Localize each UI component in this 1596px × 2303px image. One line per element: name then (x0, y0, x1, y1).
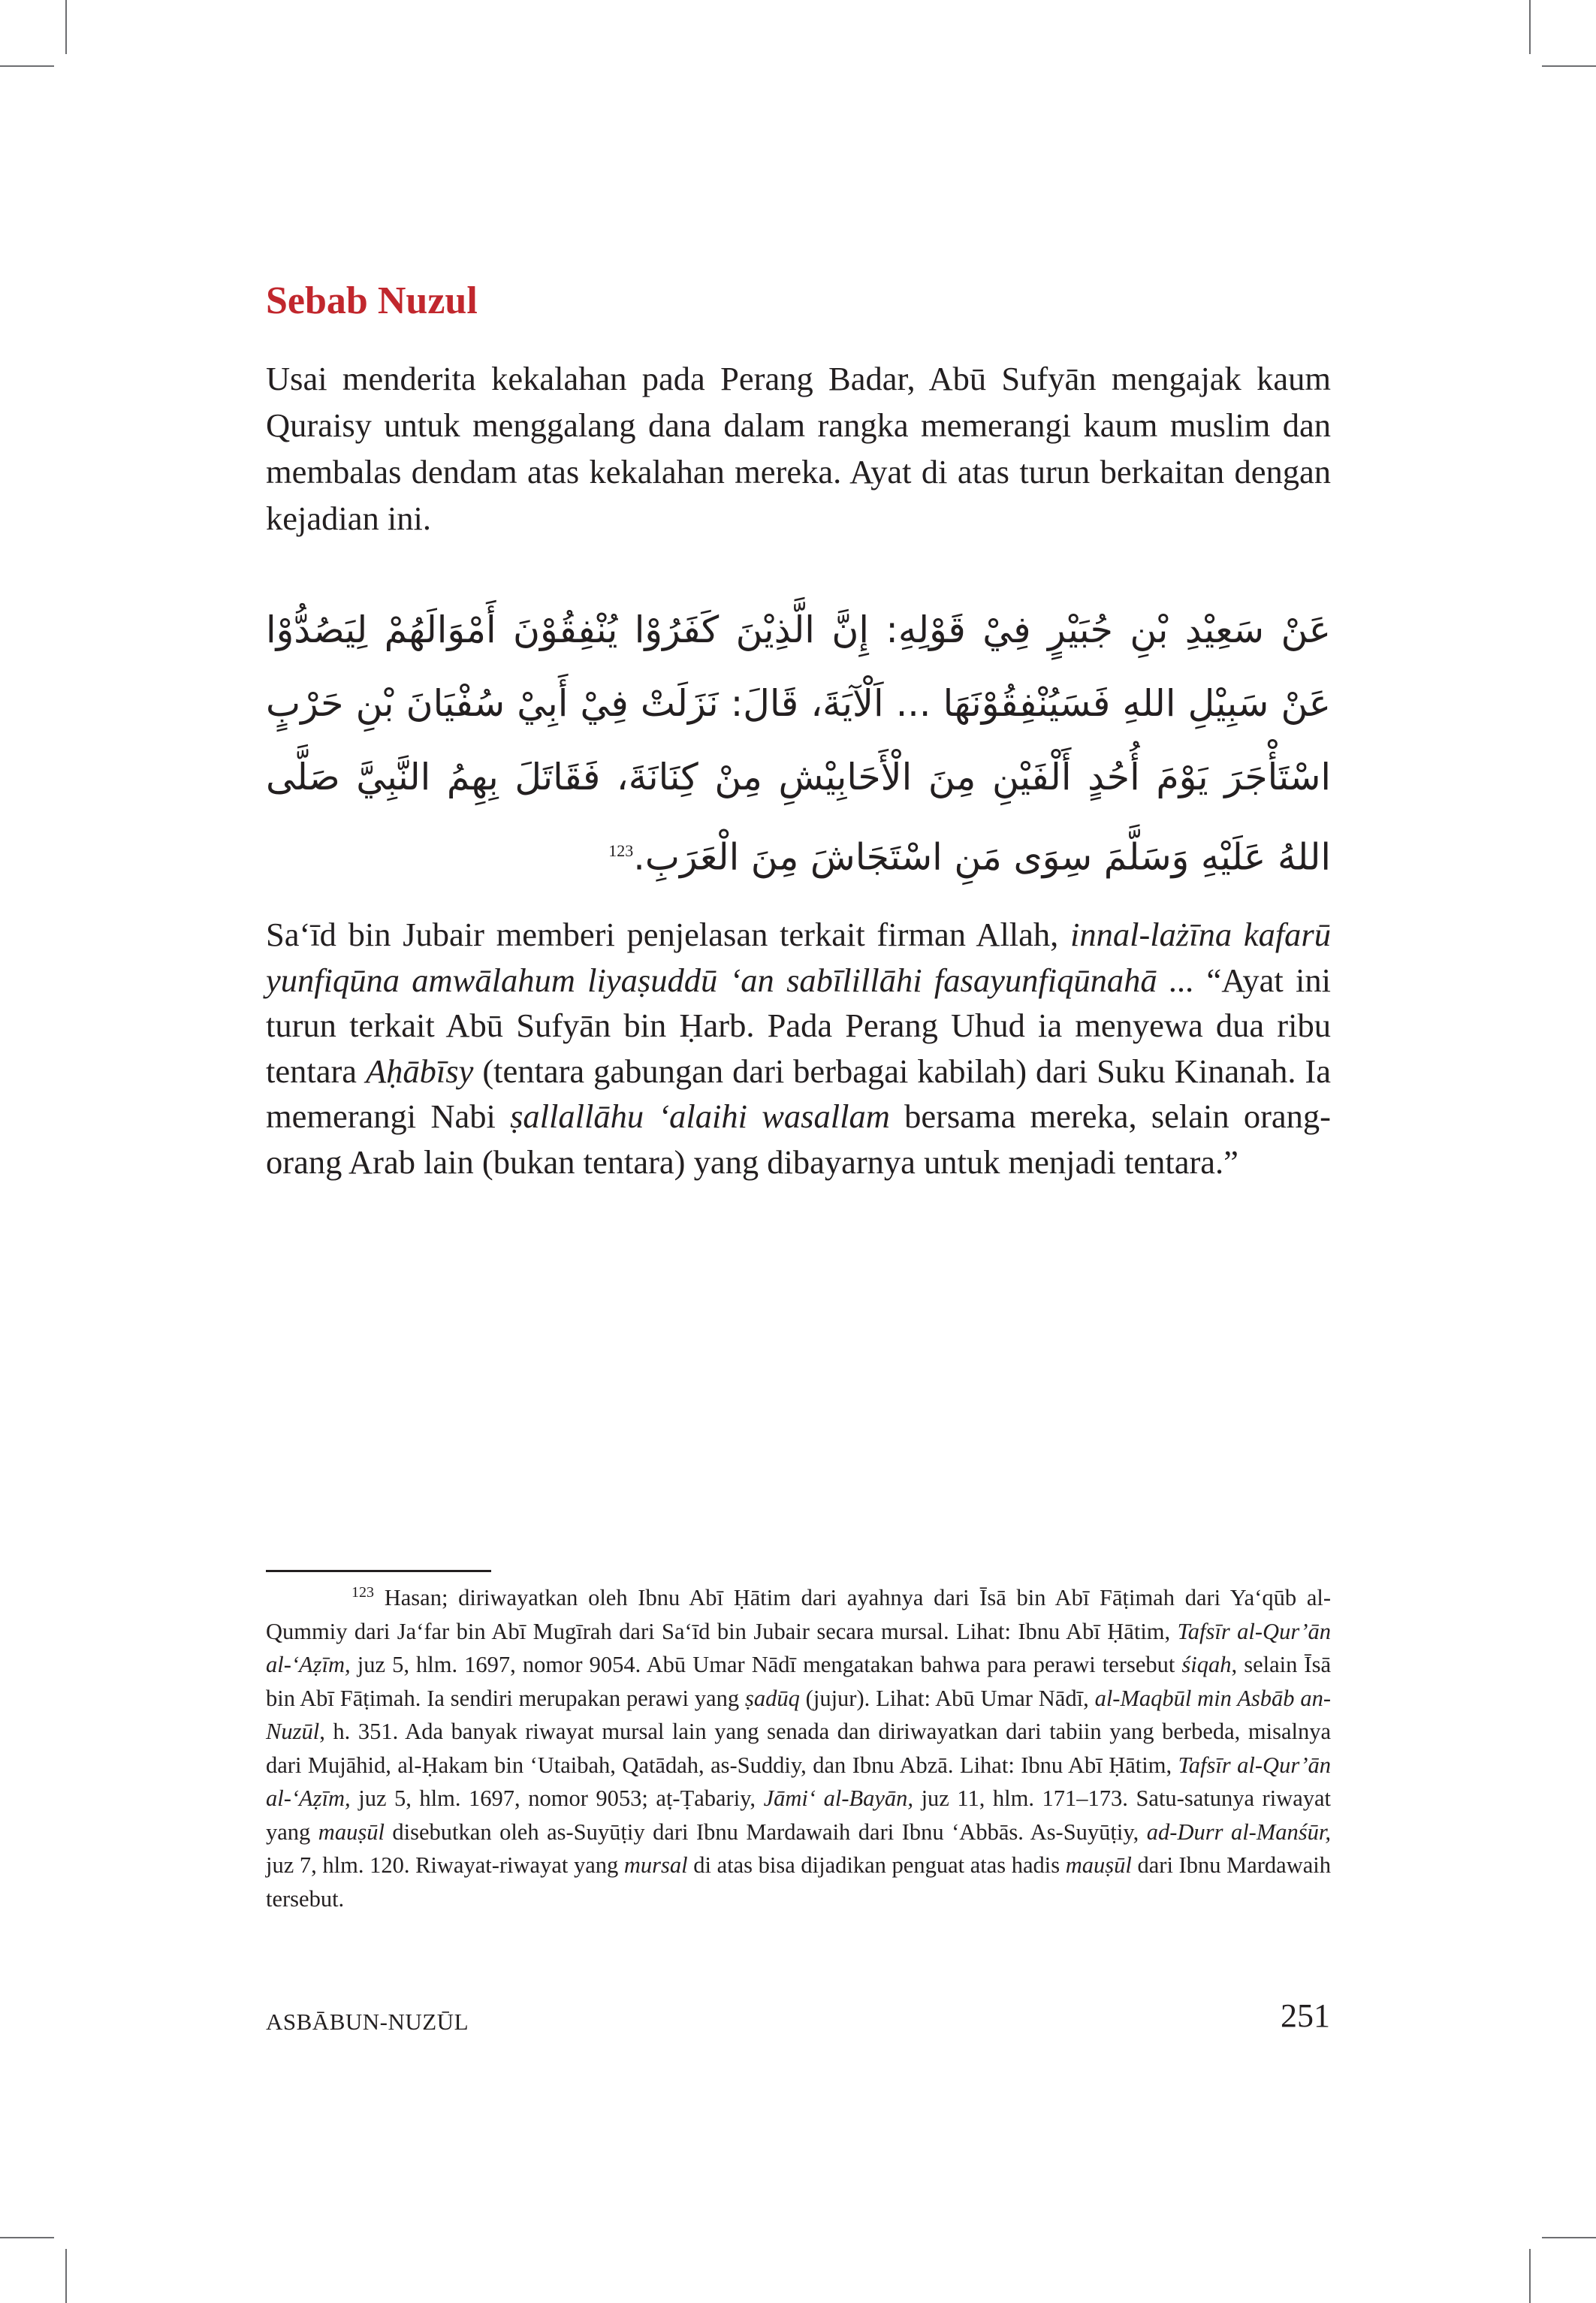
crop-mark-top-right (1529, 0, 1531, 54)
footnote-reference: 123 (608, 841, 634, 860)
footnote-text: di atas bisa dijadikan penguat atas hadis (687, 1852, 1066, 1879)
book-title: Tafsīr al-Qur’ān al-‘Aẓīm, (266, 1618, 1331, 1678)
crop-mark-bottom-right (1542, 2237, 1596, 2238)
footnote-text: disebutkan oleh as-Suyūṭiy dari Ibnu Mardawaih dari Ibnu ‘Abbās. As-Suyūṭiy, (384, 1819, 1147, 1845)
translation-text: bersama mereka, selain orang-orang Arab lain (bukan tentara) yang dibayarnya untuk menjadi tentara.” (266, 1097, 1331, 1181)
term-italic: mauṣūl (1065, 1852, 1132, 1879)
intro-paragraph: Usai menderita kekalahan pada Perang Badar, Abū Sufyān mengajak kaum Quraisy untuk menggalang dana dalam rangka memerangi kaum muslim dan membalas dendam atas kekalahan mereka. Ayat di atas turun berkaitan dengan kejadian ini. (266, 360, 1331, 537)
term-italic: śiqah (1181, 1652, 1232, 1678)
translation-text: (tentara gabungan dari berbagai kabilah) dari Suku Kinanah. Ia memerangi Nabi (266, 1052, 1331, 1135)
footnote-text: (jujur). Lihat: Abū Umar Nādī, (799, 1685, 1095, 1711)
crop-mark-bottom-left (0, 2237, 54, 2238)
footnote-text: , h. 351. Ada banyak riwayat mursal lain yang senada dan diriwayatkan dari tabiin yang berbeda, misalnya dari Mujāhid, al-Ḥakam bin ‘Utaibah, Qatādah, as-Suddiy, dan Ibnu Abzā. Lihat: Ibnu Abī Ḥātim, (266, 1719, 1331, 1778)
translation-paragraph (266, 912, 1331, 1185)
book-title: al-Maqbūl min Asbāb an-Nuzūl (266, 1685, 1331, 1745)
footnote-number: 123 (351, 1584, 374, 1601)
footnote-text: juz 11, hlm. 171–173. Satu-satunya riwayat yang (266, 1785, 1331, 1845)
crop-mark-top-left (0, 65, 54, 67)
footnote-text: , selain Īsā bin Abī Fāṭimah. Ia sendiri merupakan perawi yang (266, 1652, 1331, 1711)
crop-mark-top-right (1542, 65, 1596, 67)
quran-transliteration: innal-lażīna kafarū yunfiqūna amwālahum liyaṣuddū ‘an sabīlillāhi fasayunfiqūnahā ... (266, 916, 1331, 999)
term-italic: ṣadūq (744, 1685, 800, 1711)
book-title: ad-Durr al-Manśūr, (1146, 1819, 1331, 1845)
book-title: Tafsīr al-Qur’ān al-‘Aẓīm, (266, 1752, 1331, 1812)
book-title: Jāmi‘ al-Bayān, (763, 1785, 914, 1812)
footnote-text: Hasan; diriwayatkan oleh Ibnu Abī Ḥātim dari ayahnya dari Īsā bin Abī Fāṭimah dari Ya‘qūb al-Qummiy dari Ja‘far bin Abī Mugīrah dari Sa‘īd bin Jubair secara mursal. Lihat: Ibnu Abī Ḥātim, (266, 1585, 1331, 1644)
footnote (266, 1576, 1331, 1915)
translation-text: Sa‘īd bin Jubair memberi penjelasan terkait firman Allah, (266, 916, 1071, 953)
translation-text: “Ayat ini turun terkait Abū Sufyān bin Ḥarb. Pada Perang Uhud ia menyewa dua ribu tentara (266, 961, 1331, 1090)
term-italic: mauṣūl (318, 1819, 385, 1845)
crop-mark-bottom-right (1529, 2249, 1531, 2303)
arabic-text: عَنْ سَعِيْدِ بْنِ جُبَيْرٍ فِيْ قَوْلِهِ: إِنَّ الَّذِيْنَ كَفَرُوْا يُنْفِقُوْنَ أَمْوَالَهُمْ لِيَصُدُّوْا عَنْ سَبِيْلِ اللهِ فَسَيُنْفِقُوْنَهَا ... اَلْآيَةَ، قَالَ: نَزَلَتْ فِيْ أَبِيْ سُفْيَانَ بْنِ حَرْبٍ اسْتَأْجَرَ يَوْمَ أُحُدٍ أَلْفَيْنِ مِنَ الْأَحَابِيْشِ مِنْ كِنَانَةَ، فَقَاتَلَ بِهِمُ النَّبِيَّ صَلَّى اللهُ عَلَيْهِ وَسَلَّمَ سِوَى مَنِ اسْتَجَاشَ مِنَ الْعَرَبِ. (266, 608, 1331, 879)
footnote-text: juz 5, hlm. 1697, nomor 9054. Abū Umar Nādī mengatakan bahwa para perawi tersebut (350, 1652, 1182, 1678)
footnote-text: juz 5, hlm. 1697, nomor 9053; aṭ-Ṭabariy, (350, 1785, 764, 1812)
footnote-text: dari Ibnu Mardawaih tersebut. (266, 1852, 1331, 1912)
term-italic: Aḥābīsy (366, 1052, 474, 1090)
term-italic: mursal (623, 1852, 688, 1879)
crop-mark-top-left (65, 0, 67, 54)
crop-mark-bottom-left (65, 2249, 67, 2303)
footnote-divider (266, 1570, 491, 1572)
page-number: 251 (1281, 1997, 1330, 2034)
salawat-italic: ṣallallāhu ‘alaihi wasallam (510, 1097, 890, 1135)
footnote-text: juz 7, hlm. 120. Riwayat-riwayat yang (266, 1852, 624, 1879)
running-footer-title: ASBĀBUN-NUZŪL (266, 2009, 469, 2035)
arabic-hadith-text (266, 593, 1331, 894)
section-heading: Sebab Nuzul (266, 279, 478, 322)
